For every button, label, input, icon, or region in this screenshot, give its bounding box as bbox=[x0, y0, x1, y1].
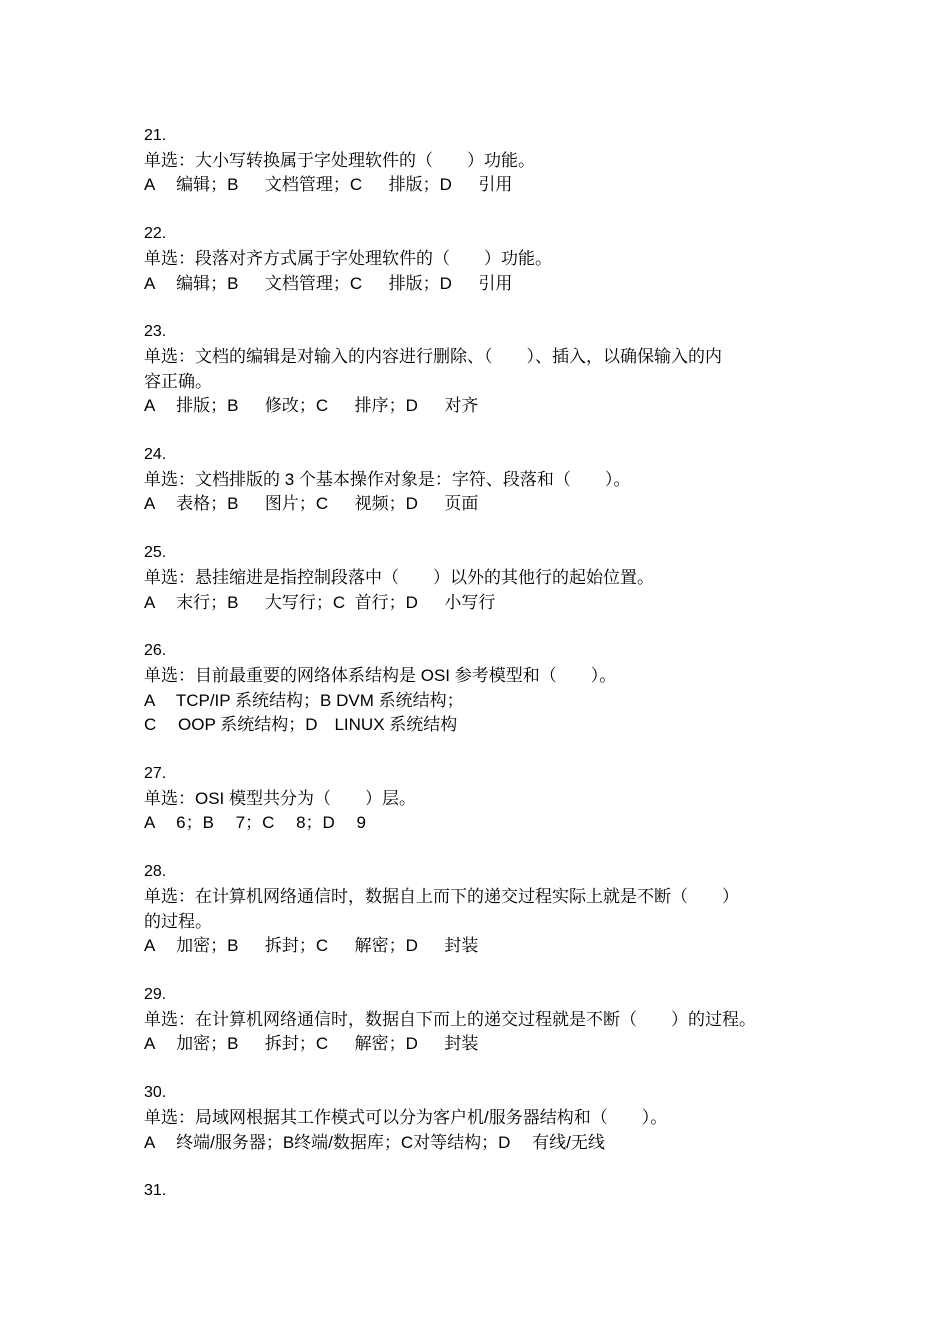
question-block bbox=[144, 320, 844, 419]
question-block bbox=[144, 1179, 844, 1204]
question-number: 30. bbox=[144, 1084, 167, 1102]
question-text-line: A 编辑；B 文档管理；C 排版；D 引用 bbox=[144, 175, 513, 195]
question-text-line: A 排版；B 修改；C 排序；D 对齐 bbox=[144, 396, 479, 416]
question-number: 22. bbox=[144, 225, 167, 243]
question-text-line: 单选：悬挂缩进是指控制段落中（ ）以外的其他行的起始位置。 bbox=[144, 567, 654, 587]
question-text-line: 单选：局域网根据其工作模式可以分为客户机/服务器结构和（ ）。 bbox=[144, 1107, 668, 1127]
question-block bbox=[144, 762, 844, 836]
question-text-line: C OOP 系统结构；D LINUX 系统结构 bbox=[144, 715, 458, 735]
question-text-line: A 6；B 7；C 8；D 9 bbox=[144, 813, 367, 833]
document-page bbox=[144, 124, 844, 1228]
question-block bbox=[144, 1081, 844, 1155]
question-number: 24. bbox=[144, 446, 167, 464]
question-number: 31. bbox=[144, 1182, 167, 1200]
question-text-line: A 末行；B 大写行；C 首行；D 小写行 bbox=[144, 592, 496, 612]
question-number: 27. bbox=[144, 765, 167, 783]
question-text-line: 容正确。 bbox=[144, 371, 212, 391]
question-block bbox=[144, 860, 844, 959]
question-text-line: 单选：在计算机网络通信时，数据自上而下的递交过程实际上就是不断（ ） bbox=[144, 886, 739, 906]
question-text-line: 单选：OSI 模型共分为（ ）层。 bbox=[144, 788, 417, 808]
question-number: 26. bbox=[144, 642, 167, 660]
question-number: 25. bbox=[144, 544, 167, 562]
question-block bbox=[144, 541, 844, 615]
question-text-line: 的过程。 bbox=[144, 911, 212, 931]
question-block bbox=[144, 983, 844, 1057]
question-text-line: A 加密；B 拆封；C 解密；D 封装 bbox=[144, 1034, 479, 1054]
question-number: 28. bbox=[144, 863, 167, 881]
question-text-line: A 表格；B 图片；C 视频；D 页面 bbox=[144, 494, 479, 514]
question-number: 29. bbox=[144, 985, 167, 1003]
question-text-line: A 编辑；B 文档管理；C 排版；D 引用 bbox=[144, 273, 513, 293]
question-text-line: 单选：在计算机网络通信时，数据自下而上的递交过程就是不断（ ）的过程。 bbox=[144, 1009, 756, 1029]
question-text-line: 单选：目前最重要的网络体系结构是 OSI 参考模型和（ ）。 bbox=[144, 665, 617, 685]
question-block bbox=[144, 443, 844, 517]
question-text-line: 单选：文档排版的 3 个基本操作对象是：字符、段落和（ ）。 bbox=[144, 469, 631, 489]
question-text-line: 单选：文档的编辑是对输入的内容进行删除、（ ）、插入，以确保输入的内 bbox=[144, 346, 722, 366]
question-block bbox=[144, 639, 844, 738]
question-number: 23. bbox=[144, 323, 167, 341]
question-text-line: A 加密；B 拆封；C 解密；D 封装 bbox=[144, 936, 479, 956]
question-text-line: 单选：段落对齐方式属于字处理软件的（ ）功能。 bbox=[144, 248, 552, 268]
question-text-line: A TCP/IP 系统结构；B DVM 系统结构； bbox=[144, 690, 464, 710]
question-block bbox=[144, 222, 844, 296]
question-block bbox=[144, 124, 844, 198]
question-text-line: A 终端/服务器；B终端/数据库；C对等结构；D 有线/无线 bbox=[144, 1132, 605, 1152]
question-number: 21. bbox=[144, 127, 167, 144]
question-text-line: 单选：大小写转换属于字处理软件的（ ）功能。 bbox=[144, 150, 535, 170]
